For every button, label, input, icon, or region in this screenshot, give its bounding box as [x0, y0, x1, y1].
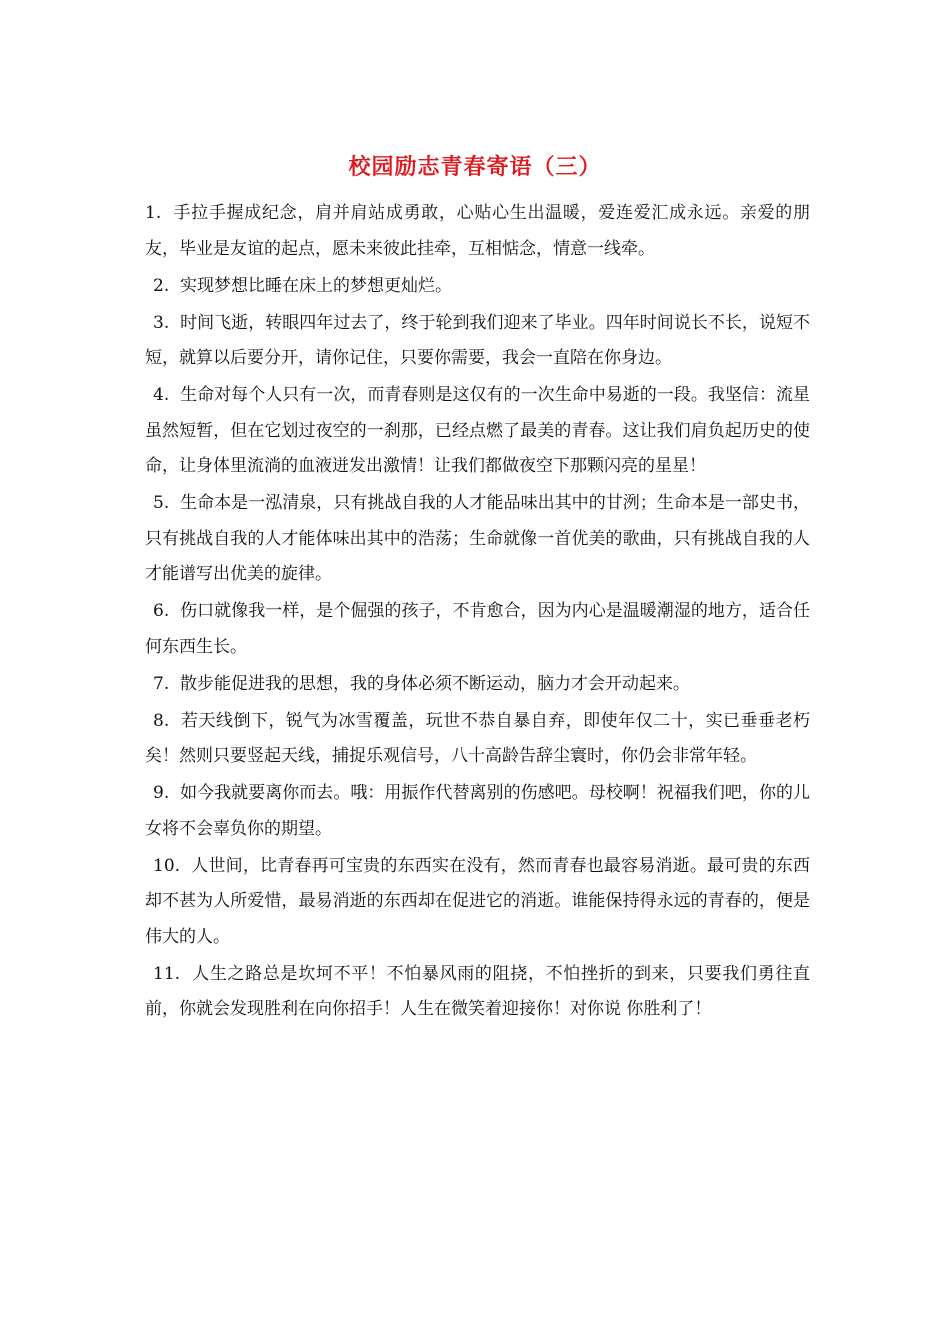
list-item: [145, 957, 810, 1028]
item-number: 2.: [153, 275, 170, 296]
item-number: 5.: [153, 493, 170, 513]
item-text: 时间飞逝，转眼四年过去了，终于轮到我们迎来了毕业。四年时间说长不长，说短不短，就算以后要分开，请你记住，只要你需要，我会一直陪在你身边。: [145, 312, 810, 368]
list-item: [145, 704, 810, 775]
item-text: 人生之路总是坎坷不平！不怕暴风雨的阻挠，不怕挫折的到来，只要我们勇往直前，你就会发现胜利在向你招手！人生在微笑着迎接你！对你说 你胜利了！: [145, 963, 811, 1019]
list-item: [145, 776, 810, 847]
list-item: [145, 269, 810, 305]
item-text: 若天线倒下，锐气为冰雪覆盖，玩世不恭自暴自弃，即使年仅二十，实已垂垂老朽矣！然则只要竖起天线，捕捉乐观信号，八十高龄告辞尘寰时，你仍会非常年轻。: [145, 710, 810, 766]
item-number: 7.: [153, 673, 170, 694]
quote-list: [145, 196, 810, 1029]
list-item: [145, 486, 810, 593]
list-item: [145, 849, 810, 956]
list-item: [145, 196, 810, 267]
item-text: 手拉手握成纪念，肩并肩站成勇敢，心贴心生出温暖，爱连爱汇成永远。亲爱的朋友，毕业是友谊的起点，愿未来彼此挂牵，互相惦念，情意一线牵。: [145, 203, 811, 259]
document-title: 校园励志青春寄语（三）: [348, 154, 602, 180]
item-text: 伤口就像我一样，是个倔强的孩子，不肯愈合，因为内心是温暖潮湿的地方，适合任何东西生长。: [145, 601, 810, 657]
item-number: 1.: [145, 203, 162, 223]
item-number: 8.: [153, 710, 170, 731]
item-text: 如今我就要离你而去。哦：用振作代替离别的伤感吧。母校啊！祝福我们吧，你的儿女将不会辜负你的期望。: [145, 783, 810, 839]
item-number: 6.: [153, 601, 170, 621]
item-text: 生命对每个人只有一次，而青春则是这仅有的一次生命中易逝的一段。我坚信：流星虽然短暂，但在它划过夜空的一刹那，已经点燃了最美的青春。这让我们肩负起历史的使命，让身体里流淌的血液迸发出激情！让我们都做夜空下那颗闪亮的星星！: [145, 385, 810, 476]
item-number: 9.: [153, 783, 170, 803]
item-text: 生命本是一泓清泉，只有挑战自我的人才能品味出其中的甘洌；生命本是一部史书，只有挑战自我的人才能体味出其中的浩荡；生命就像一首优美的歌曲，只有挑战自我的人才能谱写出优美的旋律。: [145, 493, 810, 584]
list-item: [145, 594, 810, 665]
item-number: 11.: [153, 963, 181, 984]
list-item: [145, 378, 810, 485]
item-number: 10.: [153, 855, 181, 876]
list-item: [145, 667, 810, 703]
item-text: 散步能促进我的思想，我的身体必须不断运动，脑力才会开动起来。: [180, 673, 691, 694]
item-number: 4.: [153, 385, 170, 405]
item-text: 人世间，比青春再可宝贵的东西实在没有，然而青春也最容易消逝。最可贵的东西却不甚为人所爱惜，最易消逝的东西却在促进它的消逝。谁能保持得永远的青春的，便是伟大的人。: [145, 855, 811, 947]
list-item: [145, 306, 810, 377]
item-text: 实现梦想比睡在床上的梦想更灿烂。: [180, 275, 453, 296]
item-number: 3.: [153, 312, 170, 333]
